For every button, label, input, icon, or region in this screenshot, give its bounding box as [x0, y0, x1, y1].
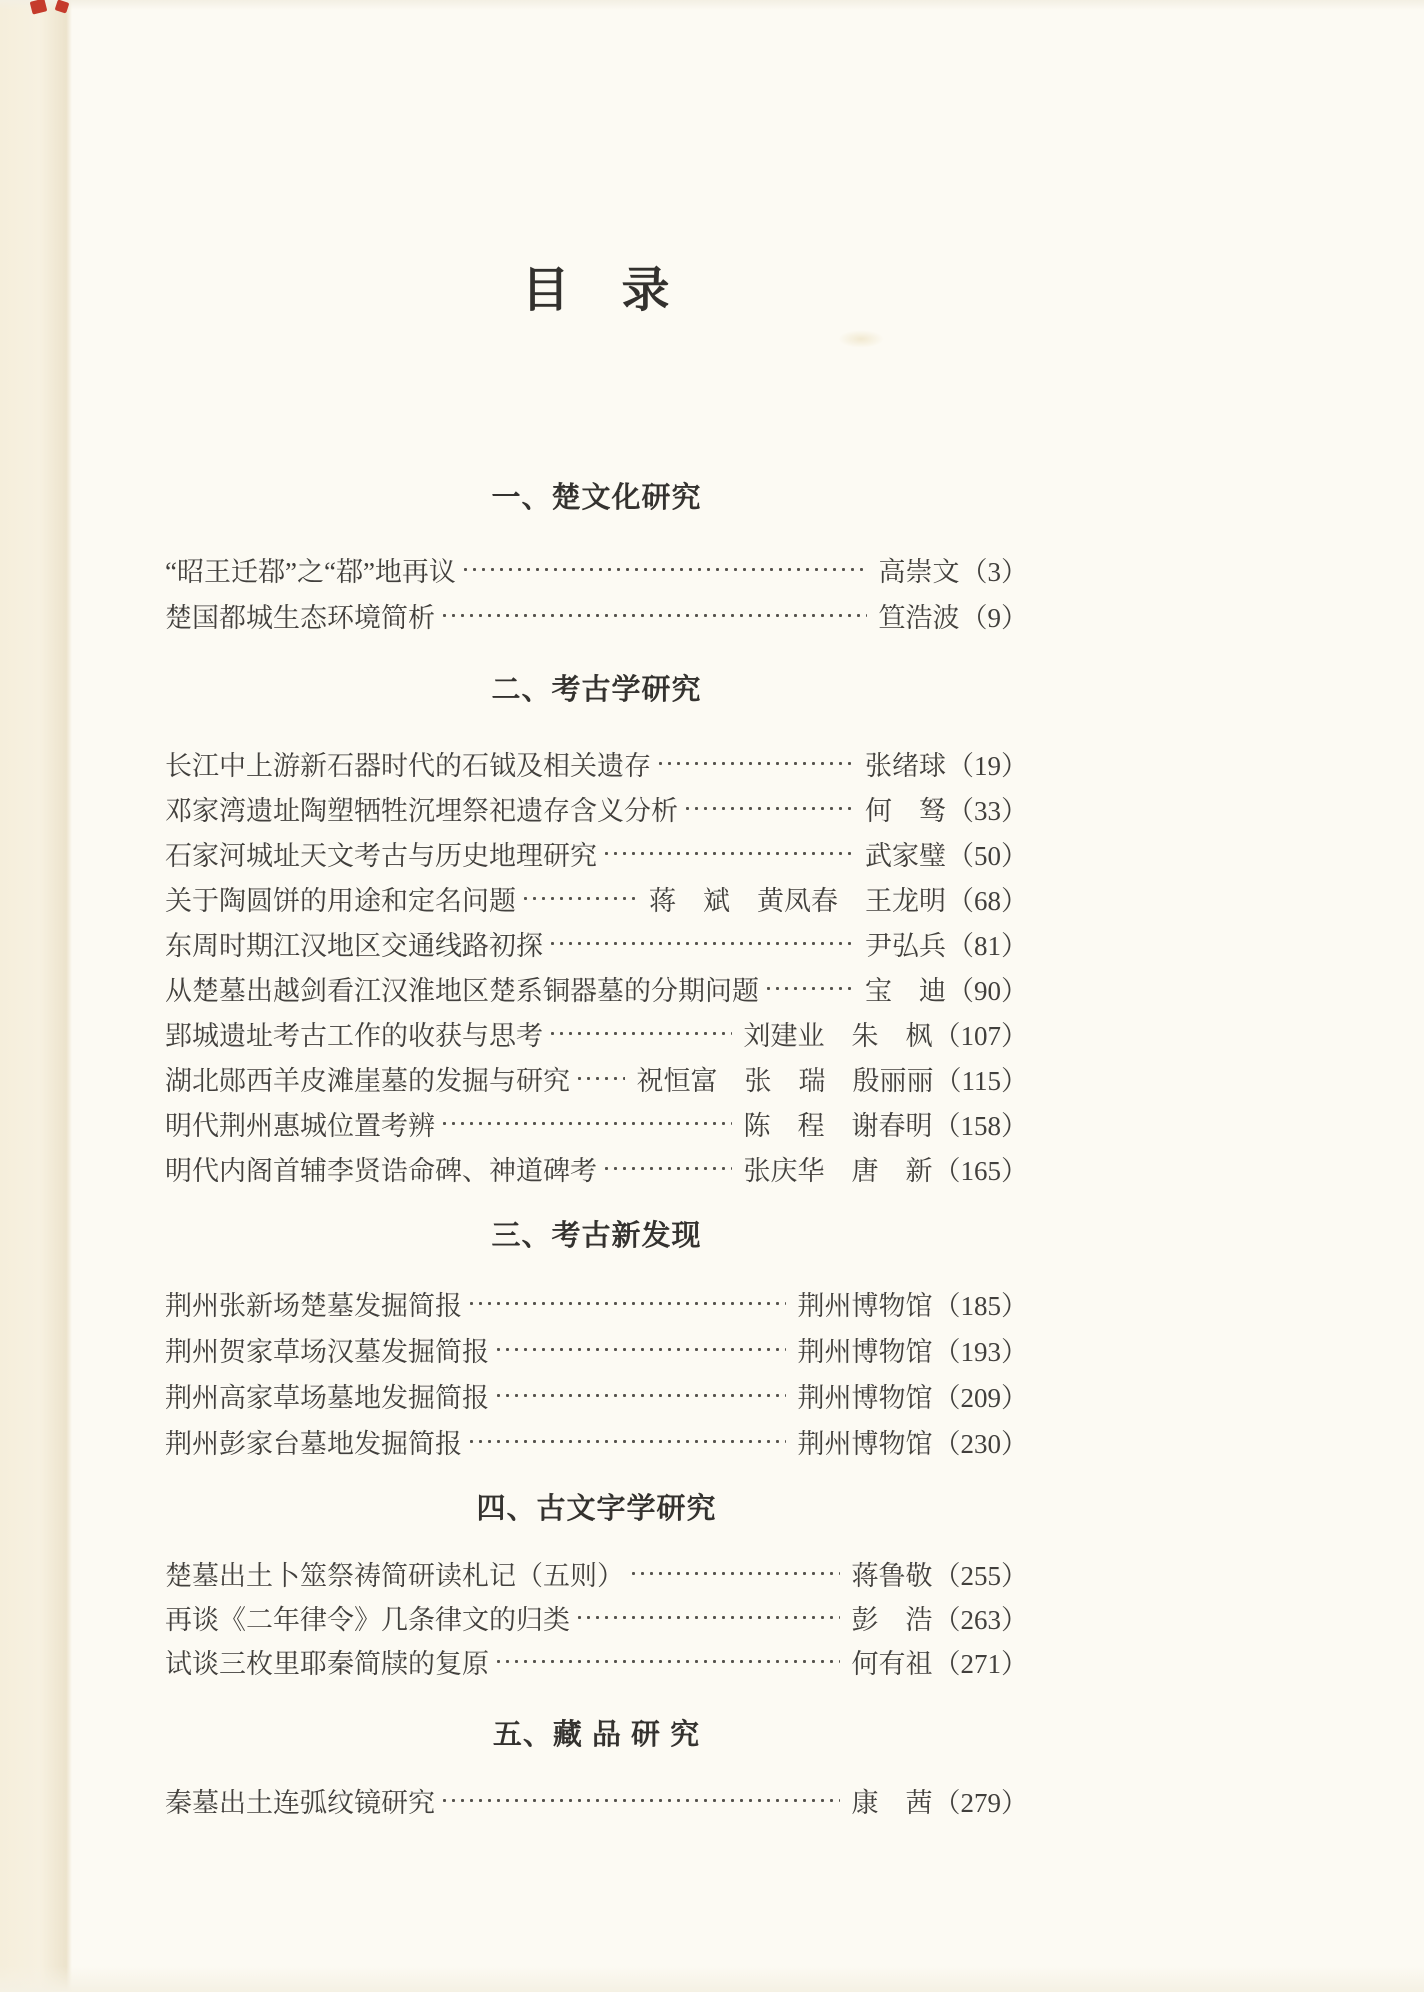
entry-authors: 荆州博物馆 — [797, 1290, 933, 1321]
entry-authors: 笪浩波 — [878, 602, 960, 633]
entry-page-number: （33） — [947, 796, 1028, 826]
entry-page-number: （255） — [933, 1560, 1028, 1591]
dot-leader — [494, 1372, 786, 1418]
entry-page-number: （279） — [933, 1788, 1028, 1818]
dot-leader — [494, 1326, 786, 1372]
section-list-4 — [165, 1551, 1028, 1683]
entry-page-number: （271） — [933, 1648, 1028, 1679]
section-list-1 — [165, 546, 1028, 638]
toc-entry-row — [165, 1011, 1028, 1056]
dot-leader — [467, 1418, 786, 1464]
entry-page-number: （107） — [933, 1021, 1028, 1051]
entry-authors: 刘建业 朱 枫 — [743, 1021, 933, 1051]
entry-authors: 尹弘兵 — [865, 931, 946, 961]
entry-authors: 武家璧 — [865, 841, 946, 871]
entry-page-number: （81） — [947, 931, 1028, 961]
toc-entry-row — [165, 786, 1028, 831]
toc-entry-row — [165, 1595, 1028, 1639]
dot-leader — [440, 592, 867, 638]
toc-entry-row — [165, 966, 1028, 1011]
section-heading-2: 二、考古学研究 — [491, 674, 702, 706]
entry-page-number: （158） — [933, 1111, 1028, 1141]
entry-page-number: （185） — [933, 1290, 1028, 1321]
entry-title: 试谈三枚里耶秦简牍的复原 — [165, 1648, 489, 1679]
toc-entry-row — [165, 1056, 1028, 1101]
entry-page-number: （50） — [947, 841, 1028, 871]
dot-leader — [683, 786, 853, 831]
dot-leader — [575, 1056, 625, 1101]
dot-leader — [548, 921, 853, 966]
entry-authors: 彭 浩 — [851, 1604, 933, 1635]
toc-entry-row — [165, 1418, 1028, 1464]
entry-title: 关于陶圆饼的用途和定名问题 — [165, 886, 516, 916]
scan-bottom-edge-shadow — [0, 1966, 1424, 1992]
toc-entry-row — [165, 1280, 1028, 1326]
dot-leader — [440, 1778, 840, 1823]
entry-page-number: （3） — [960, 556, 1028, 587]
entry-title: 秦墓出土连弧纹镜研究 — [165, 1788, 435, 1818]
toc-entry-row — [165, 1639, 1028, 1683]
entry-page-number: （263） — [933, 1604, 1028, 1635]
dot-leader — [494, 1639, 840, 1683]
toc-entry-row — [165, 1372, 1028, 1418]
toc-entry-row — [165, 1551, 1028, 1595]
toc-entry-row — [165, 1326, 1028, 1372]
dot-leader — [548, 1011, 732, 1056]
entry-authors: 荆州博物馆 — [797, 1336, 933, 1367]
section-heading-3: 三、考古新发现 — [491, 1220, 702, 1252]
dot-leader — [656, 741, 853, 786]
section-list-5 — [165, 1778, 1028, 1823]
entry-title: 从楚墓出越剑看江汉淮地区楚系铜器墓的分期问题 — [165, 976, 759, 1006]
entry-page-number: （193） — [933, 1336, 1028, 1367]
section-heading-4: 四、古文字学研究 — [476, 1493, 717, 1525]
toc-content — [165, 0, 1028, 1823]
toc-entry-row — [165, 741, 1028, 786]
toc-entry-row — [165, 592, 1028, 638]
page-title: 目 录 — [521, 264, 672, 317]
scan-left-edge-crease — [0, 0, 72, 1992]
toc-entry-row — [165, 1778, 1028, 1823]
dot-leader — [629, 1551, 840, 1595]
entry-authors: 高崇文 — [878, 556, 960, 587]
toc-entry-row — [165, 876, 1028, 921]
entry-title: 郢城遗址考古工作的收获与思考 — [165, 1021, 543, 1051]
entry-title: 再谈《二年律令》几条律文的归类 — [165, 1604, 570, 1635]
section-heading-1: 一、楚文化研究 — [491, 482, 702, 514]
toc-entry-row — [165, 1146, 1028, 1191]
entry-page-number: （230） — [933, 1428, 1028, 1459]
entry-title: 楚墓出土卜筮祭祷简研读札记（五则） — [165, 1560, 624, 1591]
dot-leader — [440, 1101, 732, 1146]
entry-title: 楚国都城生态环境简析 — [165, 602, 435, 633]
entry-authors: 宝 迪 — [865, 976, 946, 1006]
toc-entry-row — [165, 546, 1028, 592]
dot-leader — [467, 1280, 786, 1326]
dot-leader — [521, 876, 637, 921]
section-list-3 — [165, 1280, 1028, 1464]
entry-authors: 康 茜 — [851, 1788, 933, 1818]
entry-authors: 祝恒富 张 瑞 殷丽丽 — [636, 1066, 934, 1096]
entry-page-number: （115） — [934, 1066, 1028, 1096]
entry-authors: 何有祖 — [851, 1648, 933, 1679]
entry-title: 东周时期江汉地区交通线路初探 — [165, 931, 543, 961]
entry-page-number: （68） — [947, 886, 1028, 916]
toc-entry-row — [165, 921, 1028, 966]
entry-page-number: （165） — [933, 1156, 1028, 1186]
dot-leader — [602, 1146, 732, 1191]
entry-page-number: （19） — [947, 751, 1028, 781]
entry-title: “昭王迁鄀”之“鄀”地再议 — [165, 556, 456, 587]
toc-entry-row — [165, 831, 1028, 876]
entry-authors: 蒋 斌 黄凤春 王龙明 — [649, 886, 946, 916]
toc-entry-row — [165, 1101, 1028, 1146]
dot-leader — [461, 546, 867, 592]
entry-authors: 陈 程 谢春明 — [743, 1111, 933, 1141]
entry-page-number: （209） — [933, 1382, 1028, 1413]
entry-authors: 荆州博物馆 — [797, 1428, 933, 1459]
entry-page-number: （9） — [960, 602, 1028, 633]
entry-title: 石家河城址天文考古与历史地理研究 — [165, 841, 597, 871]
entry-title: 湖北郧西羊皮滩崖墓的发掘与研究 — [165, 1066, 570, 1096]
entry-page-number: （90） — [947, 976, 1028, 1006]
entry-authors: 张庆华 唐 新 — [743, 1156, 933, 1186]
entry-title: 荆州高家草场墓地发掘简报 — [165, 1382, 489, 1413]
entry-authors: 蒋鲁敬 — [851, 1560, 933, 1591]
section-heading-5: 五、藏 品 研 究 — [492, 1719, 701, 1751]
entry-title: 荆州贺家草场汉墓发掘简报 — [165, 1336, 489, 1367]
entry-title: 明代内阁首辅李贤诰命碑、神道碑考 — [165, 1156, 597, 1186]
section-list-2 — [165, 741, 1028, 1191]
entry-title: 荆州彭家台墓地发掘简报 — [165, 1428, 462, 1459]
dot-leader — [602, 831, 853, 876]
dot-leader — [764, 966, 853, 1011]
entry-title: 邓家湾遗址陶塑牺牲沉埋祭祀遗存含义分析 — [165, 796, 678, 826]
entry-authors: 何 驽 — [865, 796, 946, 826]
dot-leader — [575, 1595, 840, 1639]
entry-title: 长江中上游新石器时代的石钺及相关遗存 — [165, 751, 651, 781]
entry-authors: 荆州博物馆 — [797, 1382, 933, 1413]
entry-title: 明代荆州惠城位置考辨 — [165, 1111, 435, 1141]
entry-authors: 张绪球 — [865, 751, 946, 781]
entry-title: 荆州张新场楚墓发掘简报 — [165, 1290, 462, 1321]
